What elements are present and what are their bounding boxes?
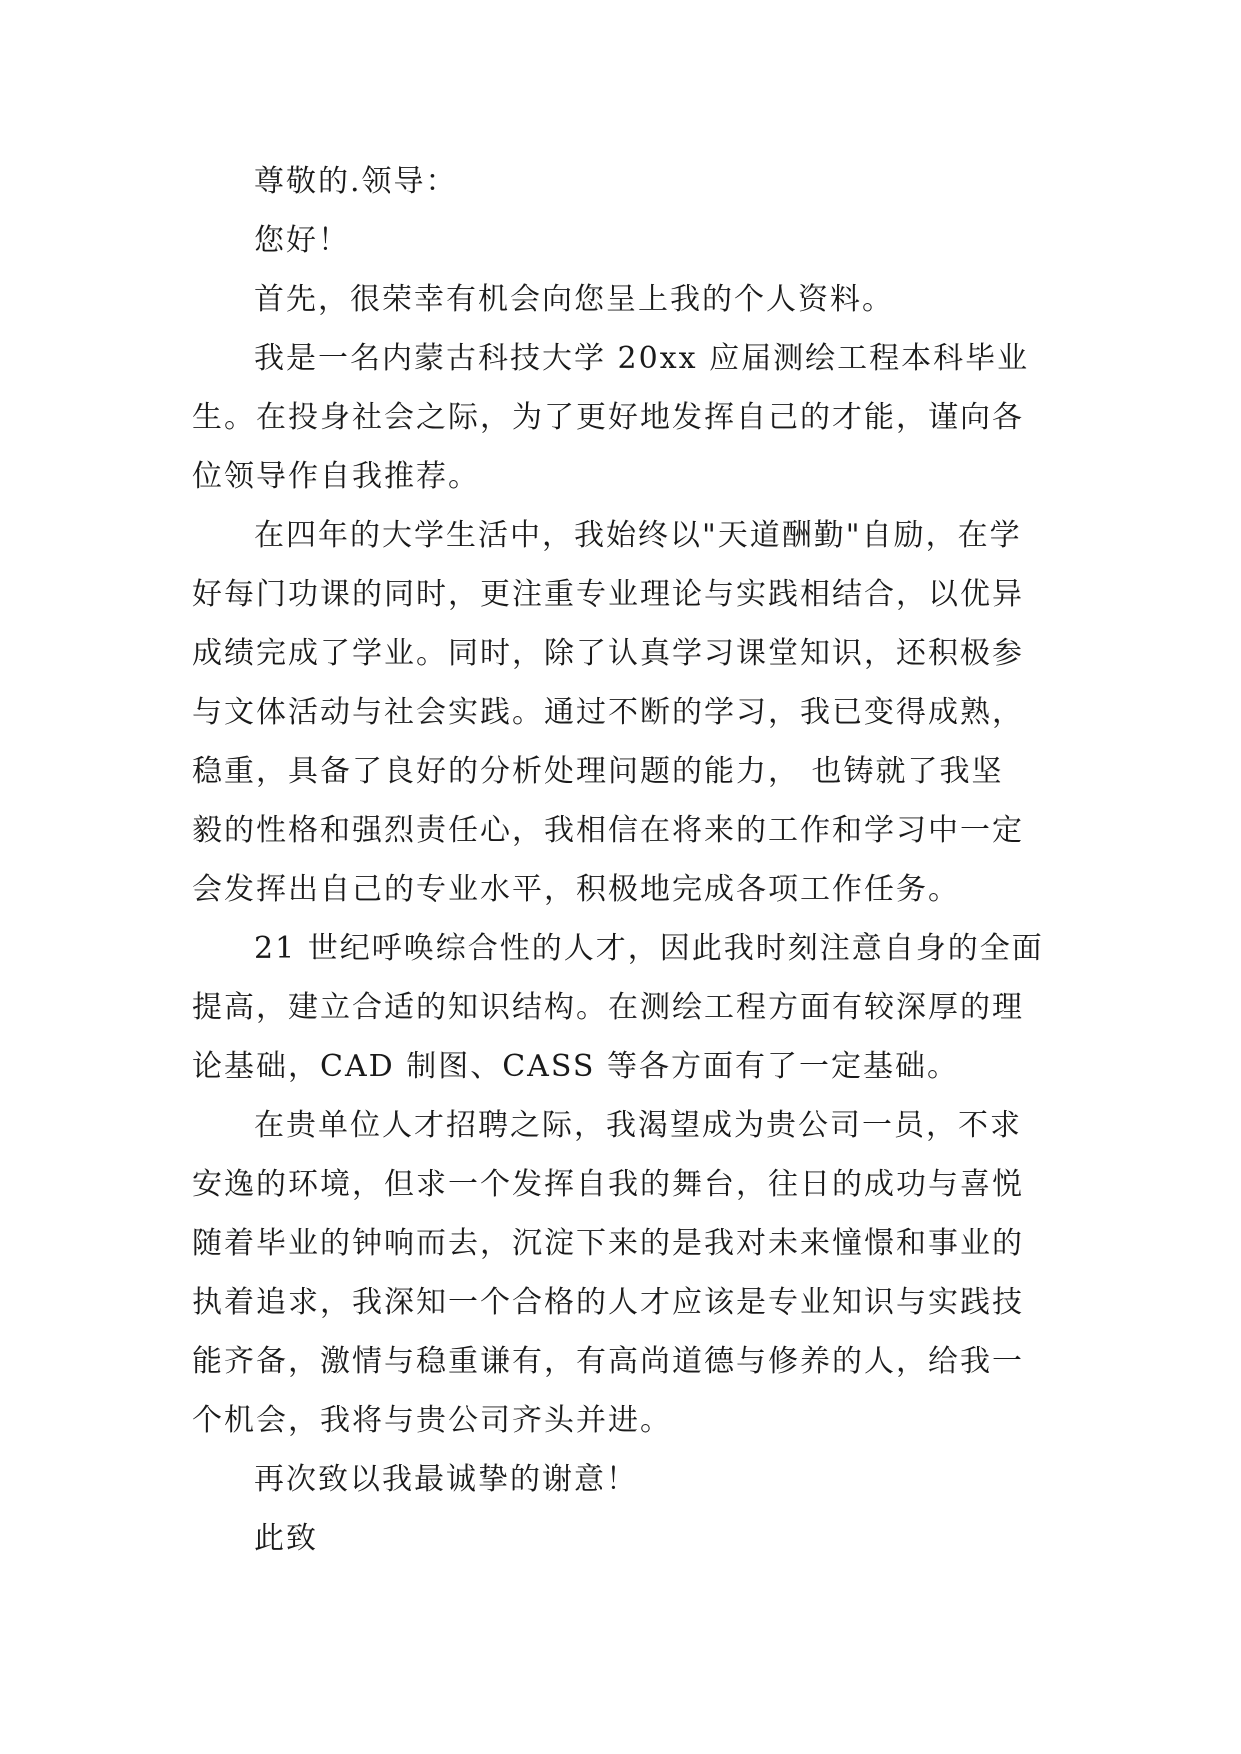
paragraph-line: 在四年的大学生活中，我始终以"天道酬勤"自励，在学 xyxy=(254,518,1022,553)
paragraph-line: 我是一名内蒙古科技大学 20xx 应届测绘工程本科毕业 xyxy=(254,341,1030,376)
paragraph-line: 稳重，具备了良好的分析处理问题的能力， 也铸就了我坚 xyxy=(192,754,1004,789)
paragraph-line: 安逸的环境，但求一个发挥自我的舞台，往日的成功与喜悦 xyxy=(192,1167,1024,1202)
paragraph-line: 与文体活动与社会实践。通过不断的学习，我已变得成熟， xyxy=(192,695,1024,730)
paragraph-line: 在贵单位人才招聘之际，我渴望成为贵公司一员，不求 xyxy=(254,1108,1022,1143)
paragraph-line: 毅的性格和强烈责任心，我相信在将来的工作和学习中一定 xyxy=(192,813,1024,848)
paragraph-line: 执着追求，我深知一个合格的人才应该是专业知识与实践技 xyxy=(192,1285,1024,1320)
paragraph-line: 好每门功课的同时，更注重专业理论与实践相结合，以优异 xyxy=(192,577,1024,612)
greeting: 您好！ xyxy=(254,223,350,258)
paragraph-line: 成绩完成了学业。同时，除了认真学习课堂知识，还积极参 xyxy=(192,636,1024,671)
paragraph-line: 生。在投身社会之际，为了更好地发挥自己的才能，谨向各 xyxy=(192,400,1024,435)
paragraph-line: 能齐备，激情与稳重谦有，有高尚道德与修养的人，给我一 xyxy=(192,1344,1024,1379)
paragraph-university-life xyxy=(192,506,1052,919)
paragraph-line: 位领导作自我推荐。 xyxy=(192,459,480,494)
paragraph-line: 个机会，我将与贵公司齐头并进。 xyxy=(192,1403,672,1438)
closing-line: 此致 xyxy=(254,1521,318,1556)
paragraph-self-introduction xyxy=(192,329,1052,506)
paragraph-intro xyxy=(192,270,1052,329)
cover-letter-body xyxy=(192,152,1052,1568)
paragraph-line: 会发挥出自己的专业水平，积极地完成各项工作任务。 xyxy=(192,872,960,907)
paragraph-line: 随着毕业的钟响而去，沉淀下来的是我对未来憧憬和事业的 xyxy=(192,1226,1024,1261)
paragraph-line: 论基础，CAD 制图、CASS 等各方面有了一定基础。 xyxy=(192,1049,959,1084)
paragraph-line: 21 世纪呼唤综合性的人才，因此我时刻注意自身的全面 xyxy=(254,931,1044,966)
paragraph-line: 首先，很荣幸有机会向您呈上我的个人资料。 xyxy=(254,282,894,317)
paragraph-line: 提高，建立合适的知识结构。在测绘工程方面有较深厚的理 xyxy=(192,990,1024,1025)
thanks-line: 再次致以我最诚挚的谢意！ xyxy=(254,1462,638,1497)
paragraph-skills xyxy=(192,919,1052,1096)
paragraph-aspiration xyxy=(192,1096,1052,1450)
salutation: 尊敬的.领导： xyxy=(254,164,458,199)
